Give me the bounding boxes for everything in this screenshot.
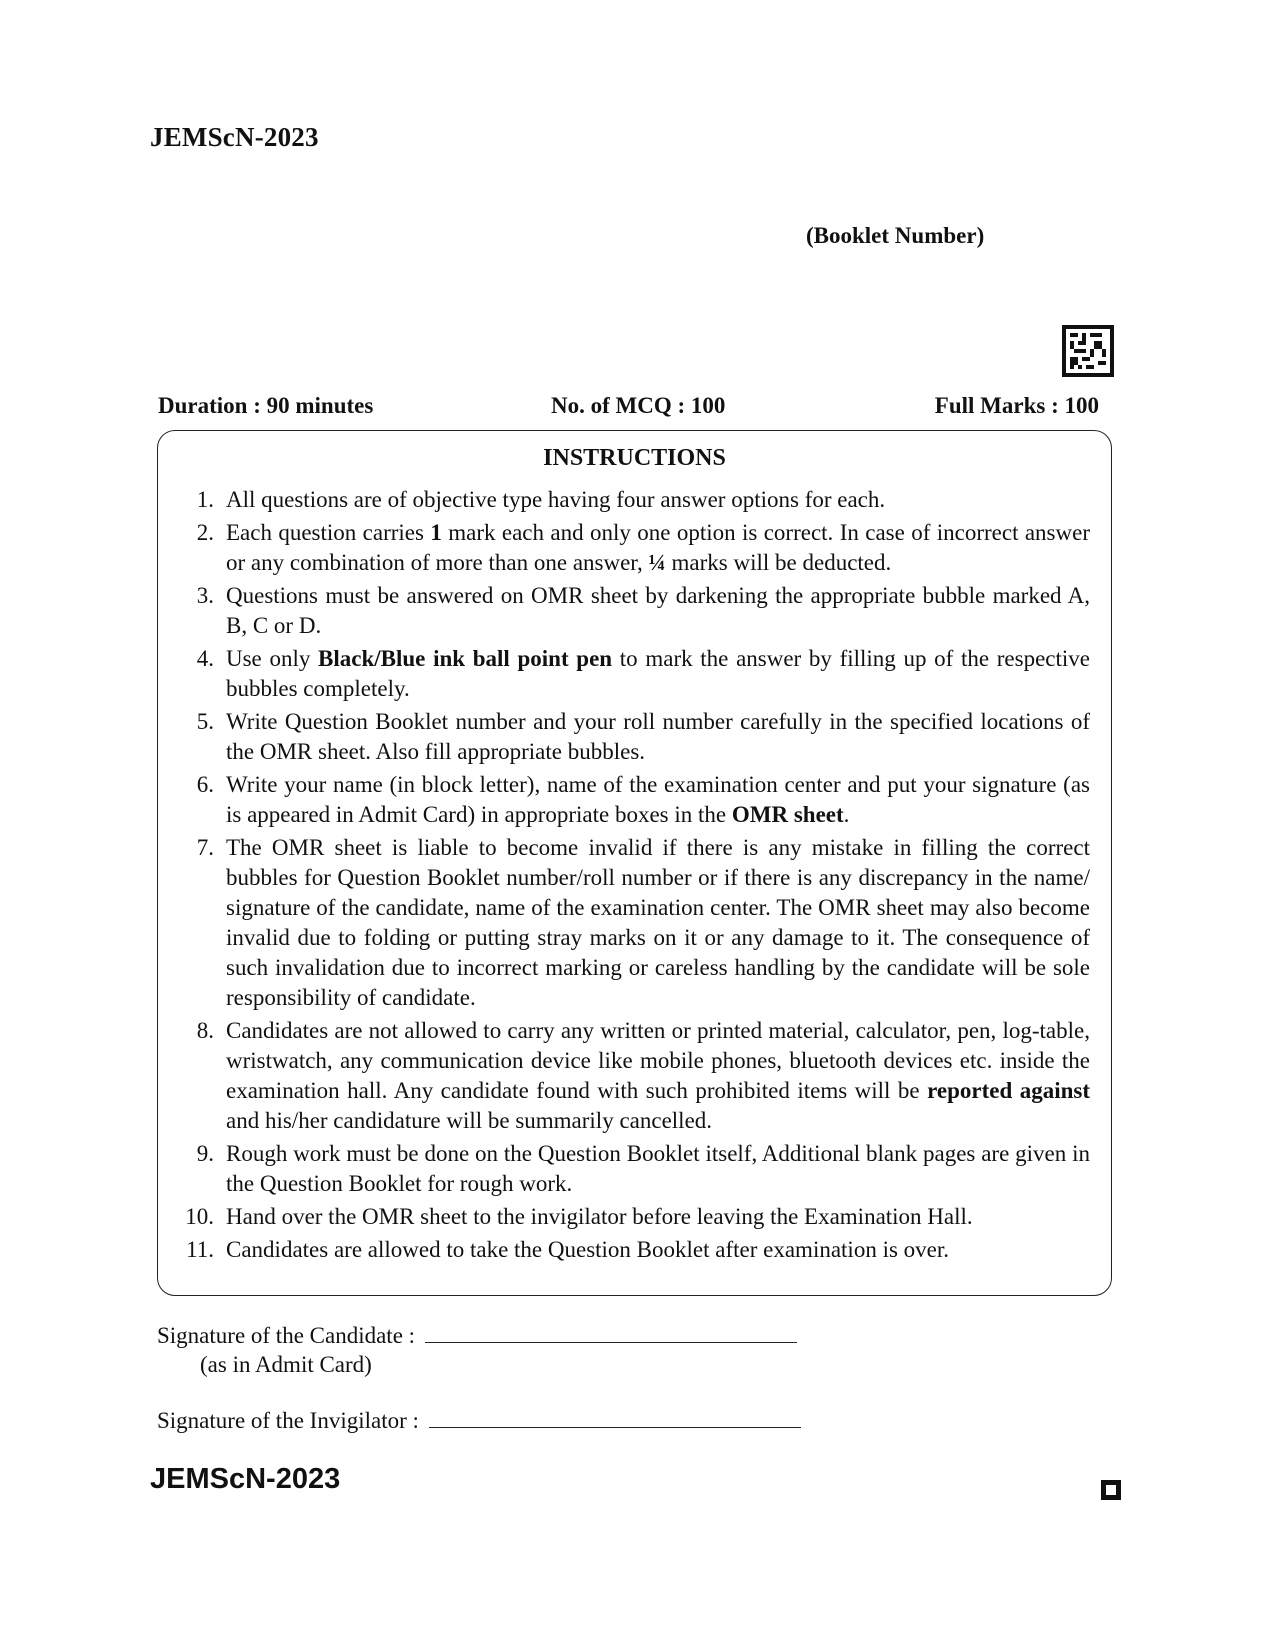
- instruction-number: 11.: [186, 1237, 214, 1262]
- instruction-fragment: Candidates are not allowed to carry any written or printed material, calculator, pen, log-table, wristwatch, any communication device like mobile phones, bluetooth devices etc. inside the examination hall. Any candidate found with such prohibited items will be: [226, 1018, 1090, 1103]
- instruction-fragment: and his/her candidature will be summarily cancelled.: [226, 1108, 713, 1133]
- instruction-fragment: to mark the answer by filling up of the respective bubbles completely.: [226, 646, 1090, 701]
- instruction-fragment: Write Question Booklet number and your roll number carefully in the specified locations of the OMR sheet. Also fill appropriate bubbles.: [226, 709, 1090, 764]
- instruction-text: [226, 1139, 1090, 1199]
- instruction-item: [170, 707, 1090, 767]
- instruction-text: [226, 707, 1090, 767]
- instruction-number: 1.: [196, 487, 214, 512]
- full-marks: Full Marks : 100: [934, 393, 1099, 418]
- instruction-emphasis: 1: [430, 520, 442, 545]
- instruction-item: [170, 1016, 1090, 1136]
- instruction-emphasis: Black/Blue ink ball point pen: [318, 646, 613, 671]
- instruction-item: [170, 644, 1090, 704]
- candidate-signature-line[interactable]: [425, 1318, 797, 1343]
- instruction-fragment: The OMR sheet is liable to become invalid if there is any mistake in filling the correct bubbles for Question Booklet number/roll number or if there is any discrepancy in the name/ signature of the candidate, name of the examination center. The OMR sheet may also become invalid due to folding or putting stray marks on it or any damage to it. The consequence of such invalidation due to incorrect marking or careless handling by the candidate will be sole responsibility of candidate.: [226, 835, 1090, 1010]
- exam-code-footer: JEMScN-2023: [150, 1463, 341, 1495]
- invigilator-signature-label: Signature of the Invigilator :: [157, 1408, 419, 1433]
- instruction-text: [226, 833, 1090, 1013]
- instruction-fragment: All questions are of objective type having four answer options for each.: [226, 487, 886, 512]
- instruction-number: 5.: [196, 709, 214, 734]
- instruction-fragment: Hand over the OMR sheet to the invigilator before leaving the Examination Hall.: [226, 1204, 973, 1229]
- instruction-item: [170, 1235, 1090, 1265]
- instruction-text: [226, 518, 1090, 578]
- instruction-fragment: Questions must be answered on OMR sheet by darkening the appropriate bubble marked A, B, C or D.: [226, 583, 1090, 638]
- instruction-number: 2.: [196, 520, 214, 545]
- square-marker-icon: [1101, 1480, 1121, 1500]
- instruction-fragment: Each question carries: [226, 520, 431, 545]
- invigilator-signature-line[interactable]: [429, 1403, 801, 1428]
- mcq-count: No. of MCQ : 100: [551, 393, 726, 418]
- instruction-text: [226, 770, 1090, 830]
- instruction-text: [226, 644, 1090, 704]
- instructions-title: INSTRUCTIONS: [543, 445, 726, 471]
- instruction-item: [170, 833, 1090, 1013]
- instruction-text: [226, 1016, 1090, 1136]
- exam-code-header: JEMScN-2023: [150, 122, 319, 152]
- instruction-number: 8.: [196, 1018, 214, 1043]
- instruction-item: [170, 1202, 1090, 1232]
- instruction-number: 4.: [196, 646, 214, 671]
- instruction-text: [226, 581, 1090, 641]
- invigilator-signature-row: [157, 1403, 801, 1434]
- candidate-signature-row: [157, 1318, 797, 1349]
- instruction-item: [170, 485, 1090, 515]
- instruction-emphasis: ¼: [648, 550, 666, 575]
- booklet-number-label: (Booklet Number): [806, 223, 985, 248]
- instruction-fragment: Use only: [226, 646, 319, 671]
- instruction-text: [226, 1202, 1090, 1232]
- duration: Duration : 90 minutes: [158, 393, 374, 418]
- instruction-number: 10.: [185, 1204, 214, 1229]
- instruction-fragment: .: [843, 802, 850, 827]
- instruction-fragment: marks will be deducted.: [665, 550, 892, 575]
- instruction-emphasis: OMR sheet: [731, 802, 844, 827]
- instruction-fragment: Write your name (in block letter), name of the examination center and put your signature (as is appeared in Admit Card) in appropriate boxes in the: [226, 772, 1090, 827]
- instruction-fragment: mark each and only one option is correct. In case of incorrect answer or any combination of more than one answer,: [226, 520, 1090, 575]
- instruction-item: [170, 581, 1090, 641]
- instruction-number: 7.: [196, 835, 214, 860]
- instruction-number: 6.: [196, 772, 214, 797]
- qr-code-icon: [1062, 325, 1114, 377]
- instruction-emphasis: reported against: [927, 1078, 1090, 1103]
- instruction-item: [170, 518, 1090, 578]
- candidate-signature-label: Signature of the Candidate :: [157, 1323, 416, 1348]
- instruction-fragment: Rough work must be done on the Question Booklet itself, Additional blank pages are given in the Question Booklet for rough work.: [226, 1141, 1090, 1196]
- instruction-text: [226, 485, 1090, 515]
- instruction-fragment: Candidates are allowed to take the Question Booklet after examination is over.: [226, 1237, 950, 1262]
- instruction-item: [170, 770, 1090, 830]
- instruction-text: [226, 1235, 1090, 1265]
- instruction-number: 3.: [196, 583, 214, 608]
- candidate-signature-note: (as in Admit Card): [200, 1352, 372, 1377]
- instruction-item: [170, 1139, 1090, 1199]
- instructions-list: [170, 485, 1090, 1268]
- instruction-number: 9.: [196, 1141, 214, 1166]
